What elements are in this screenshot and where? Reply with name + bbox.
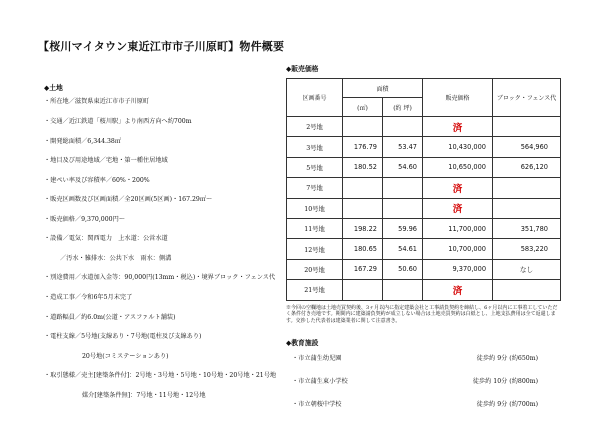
tsubo-cell: [383, 280, 423, 300]
table-row: [287, 239, 561, 259]
tsubo-cell: [383, 198, 423, 218]
land-address: ・所在地／滋賀県東近江市市子川原町: [44, 98, 150, 106]
land-transaction: ・取引態様／売主[建築条件付]：2号地・3号地・5号地・10号地・20号地・21号地: [44, 372, 277, 380]
land-utilities: ・設備／電気：関西電力 上水道：公営水道: [44, 235, 168, 243]
land-total-area: ・開発総面積／6,344.38㎡: [44, 137, 122, 145]
price-cell: 9,370,000: [423, 259, 493, 279]
land-transaction-broker: 媒介[建築条件無]：7号地・11号地・12号地: [82, 391, 206, 399]
fence-cell: [493, 178, 561, 198]
land-transport: ・交通／近江鉄道「桜川駅」より南西方向へ約700m: [44, 118, 192, 126]
lot-cell: 20号地: [287, 259, 343, 279]
table-row: [287, 218, 561, 238]
land-poles: ・電柱支線／5号地(支線あり・7号地(電柱及び支線あり): [44, 333, 202, 341]
tsubo-cell: 59.96: [383, 218, 423, 238]
lot-cell: 2号地: [287, 117, 343, 137]
sold-mark: 済: [423, 117, 493, 137]
lot-cell: 5号地: [287, 157, 343, 177]
land-section: [44, 84, 280, 411]
price-heading: ◆販売価格: [286, 65, 319, 73]
sqm-cell: [343, 117, 383, 137]
price-cell: 10,650,000: [423, 157, 493, 177]
header-tsubo: (約 坪): [383, 98, 423, 117]
fence-cell: [493, 280, 561, 300]
land-extra-costs: ・別途費用／水道加入金等：90,000円(13mm・税込)・境界ブロック・フェンス代: [44, 274, 276, 282]
lot-cell: 10号地: [287, 198, 343, 218]
lot-cell: 11号地: [287, 218, 343, 238]
land-heading: ◆土地: [44, 84, 63, 92]
land-utilities-sewer: ／汚水・雑排水：公共下水 雨水：側溝: [60, 254, 172, 262]
sqm-cell: [343, 198, 383, 218]
sold-mark: 済: [423, 198, 493, 218]
school-distance: 徒歩約 9分 (約650m): [476, 354, 538, 362]
header-fence: ブロック・フェンス代: [493, 79, 561, 117]
table-row: [287, 259, 561, 279]
lot-cell: 12号地: [287, 239, 343, 259]
school-name: ・市立朝桜中学校: [292, 400, 342, 408]
price-cell: 10,430,000: [423, 137, 493, 157]
fence-cell: 351,780: [493, 218, 561, 238]
price-notes: ※今回の空欄地は土地売買契約後、3ヶ月以内に指定建築会社と工事請負契約を締結し、6ヶ月以内に工事着工していただく条件付き売地です。期間内に建築請負契約が成立しない場合は土地売買契約は白紙とし、上地支払費用は全て返還します。交渉した代表者は建築業者に関して注意書き。: [286, 304, 558, 325]
header-price: 販売価格: [423, 79, 493, 117]
sqm-cell: 180.65: [343, 239, 383, 259]
land-zoning: ・地目及び用途地域／宅地・第一種住居地域: [44, 157, 168, 165]
land-coverage: ・建ぺい率及び容積率／60%・200%: [44, 176, 150, 184]
fence-cell: [493, 117, 561, 137]
table-row: [287, 137, 561, 157]
price-cell: 11,700,000: [423, 218, 493, 238]
tsubo-cell: 54.60: [383, 157, 423, 177]
school-distance: 徒歩約 10分 (約800m): [472, 377, 538, 385]
table-row: [287, 178, 561, 198]
table-row: [287, 117, 561, 137]
sqm-cell: 167.29: [343, 259, 383, 279]
sold-mark: 済: [423, 178, 493, 198]
table-row: [287, 198, 561, 218]
schools-heading: ◆教育施設: [286, 338, 319, 347]
land-lots: ・販売区画数及び区画面積／全20区画(5区画)・167.29㎡～: [44, 196, 213, 204]
lot-cell: 7号地: [287, 178, 343, 198]
sold-mark: 済: [423, 280, 493, 300]
page-title: 【桜川マイタウン東近江市市子川原町】物件概要: [38, 40, 285, 53]
header-sqm: (㎡): [343, 98, 383, 117]
land-road: ・道路幅員／約6.0m(公道・アスファルト舗装): [44, 313, 176, 321]
school-name: ・市立蒲生東小学校: [292, 377, 348, 385]
sqm-cell: 180.52: [343, 157, 383, 177]
tsubo-cell: 53.47: [383, 137, 423, 157]
fence-cell: なし: [493, 259, 561, 279]
sqm-cell: [343, 280, 383, 300]
fence-cell: 626,120: [493, 157, 561, 177]
school-distance: 徒歩約 9分 (約700m): [476, 400, 538, 408]
list-item: [286, 376, 538, 385]
tsubo-cell: [383, 178, 423, 198]
header-area: 面積: [343, 79, 423, 98]
tsubo-cell: 54.61: [383, 239, 423, 259]
list-item: [286, 399, 538, 408]
sqm-cell: 176.79: [343, 137, 383, 157]
header-lot: 区画番号: [287, 79, 343, 117]
school-name: ・市立蒲生幼児園: [292, 354, 342, 362]
land-poles-note: 20号地(コミステーションあり): [82, 352, 169, 360]
sqm-cell: 198.22: [343, 218, 383, 238]
fence-cell: [493, 198, 561, 218]
lot-cell: 3号地: [287, 137, 343, 157]
sqm-cell: [343, 178, 383, 198]
lot-cell: 21号地: [287, 280, 343, 300]
fence-cell: 564,960: [493, 137, 561, 157]
price-section: [286, 63, 560, 422]
land-price: ・販売価格／9,370,000円～: [44, 215, 125, 223]
tsubo-cell: 50.60: [383, 259, 423, 279]
list-item: [286, 353, 538, 362]
table-row: [287, 157, 561, 177]
tsubo-cell: [383, 117, 423, 137]
price-cell: 10,700,000: [423, 239, 493, 259]
price-table: [286, 78, 561, 301]
land-construction: ・造成工事／令和6年5月末完了: [44, 293, 133, 301]
table-row: [287, 280, 561, 300]
fence-cell: 583,220: [493, 239, 561, 259]
